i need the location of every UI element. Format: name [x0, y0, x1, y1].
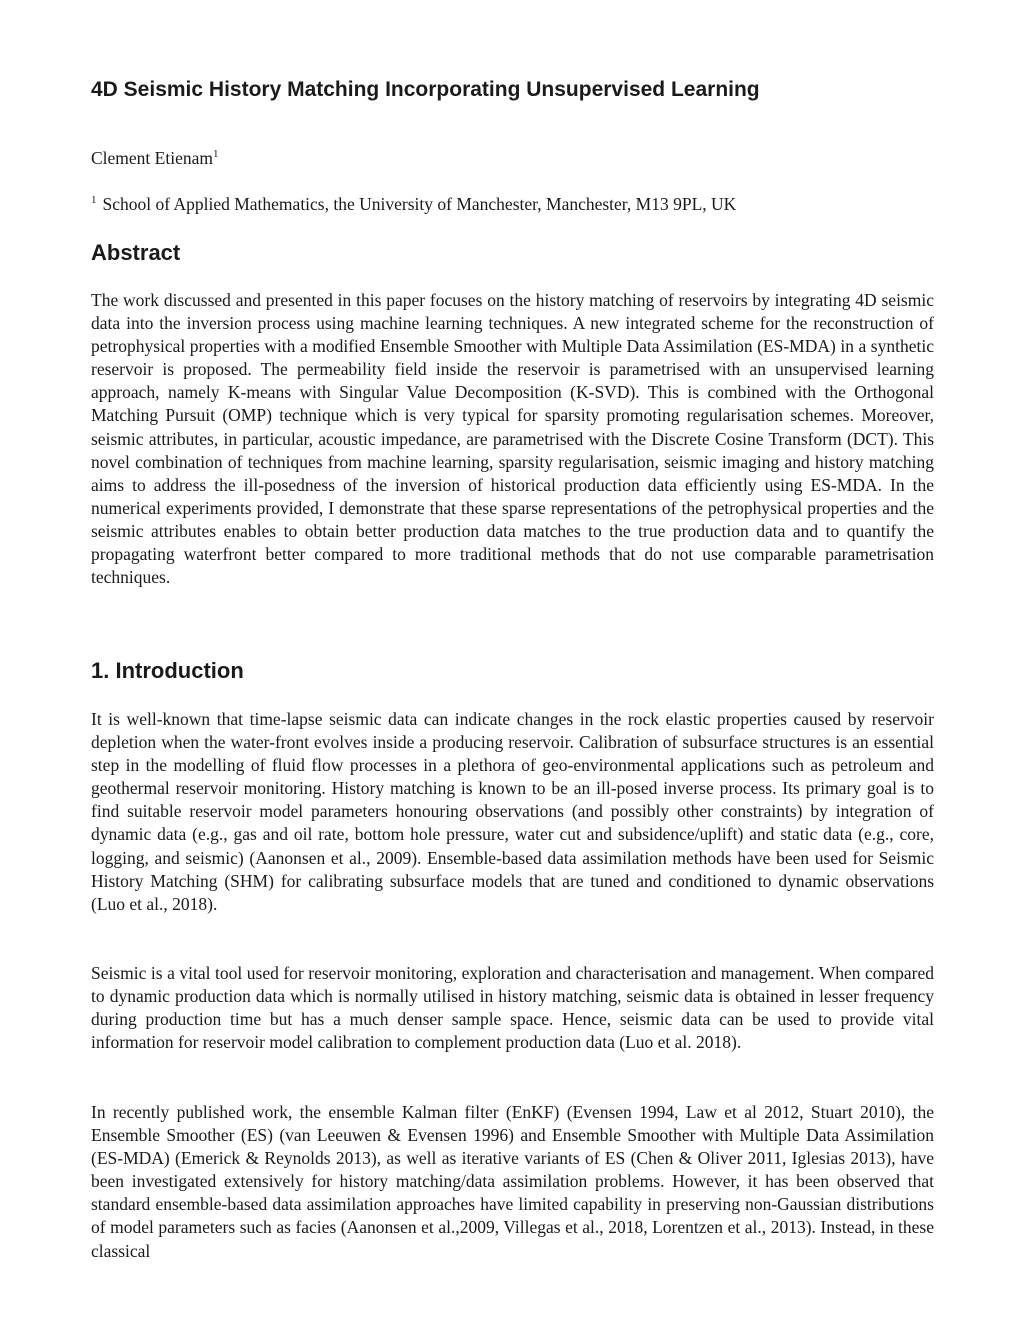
introduction-paragraph: It is well-known that time-lapse seismic data can indicate changes in the rock elastic properties caused by reservoir depletion when the water-front evolves inside a producing reservoir. Calibration of subsurface structures is an essential step in the modelling of fluid flow processes in a plethora of geo-environmental applications such as petroleum and geothermal reservoir monitoring. History matching is known to be an ill-posed inverse process. Its primary goal is to find suitable reservoir model parameters honouring observations (and possibly other constraints) by integration of dynamic data (e.g., gas and oil rate, bottom hole pressure, water cut and subsidence/uplift) and static data (e.g., core, logging, and seismic) (Aanonsen et al., 2009). Ensemble-based data assimilation methods have been used for Seismic History Matching (SHM) for calibrating subsurface models that are tuned and conditioned to dynamic observations (Luo et al., 2018). [91, 709, 934, 914]
abstract-heading: Abstract [91, 240, 181, 265]
affiliation-text: School of Applied Mathematics, the University of Manchester, Manchester, M13 9PL, UK [102, 194, 737, 214]
introduction-paragraph: In recently published work, the ensemble Kalman filter (EnKF) (Evensen 1994, Law et al 2012, Stuart 2010), the Ensemble Smoother (ES) (van Leeuwen & Evensen 1996) and Ensemble Smoother with Multiple Data Assimilation (ES-MDA) (Emerick & Reynolds 2013), as well as iterative variants of ES (Chen & Oliver 2011, Iglesias 2013), have been investigated extensively for history matching/data assimilation problems. However, it has been observed that standard ensemble-based data assimilation approaches have limited capability in preserving non-Gaussian distributions of model parameters such as facies (Aanonsen et al.,2009, Villegas et al., 2018, Lorentzen et al., 2013). Instead, in these classical [91, 1102, 934, 1261]
abstract-paragraph: The work discussed and presented in this paper focuses on the history matching of reservoirs by integrating 4D seismic data into the inversion process using machine learning techniques. A new integrated scheme for the reconstruction of petrophysical properties with a modified Ensemble Smoother with Multiple Data Assimilation (ES-MDA) in a synthetic reservoir is proposed. The permeability field inside the reservoir is parametrised with an unsupervised learning approach, namely K-means with Singular Value Decomposition (K-SVD). This is combined with the Orthogonal Matching Pursuit (OMP) technique which is very typical for sparsity promoting regularisation schemes. Moreover, seismic attributes, in particular, acoustic impedance, are parametrised with the Discrete Cosine Transform (DCT). This novel combination of techniques from machine learning, sparsity regularisation, seismic imaging and history matching aims to address the ill-posedness of the inversion of historical production data efficiently using ES-MDA. In the numerical experiments provided, I demonstrate that these sparse representations of the petrophysical properties and the seismic attributes enables to obtain better production data matches to the true production data and to quantify the propagating waterfront better compared to more traditional methods that do not use comparable parametrisation techniques. [91, 290, 934, 588]
author-name: Clement Etienam [91, 148, 213, 168]
paper-title: 4D Seismic History Matching Incorporating Unsupervised Learning [91, 78, 760, 101]
introduction-heading: 1. Introduction [91, 658, 244, 683]
introduction-paragraph: Seismic is a vital tool used for reservoir monitoring, exploration and characterisation and management. When compared to dynamic production data which is normally utilised in history matching, seismic data is obtained in lesser frequency during production time but has a much denser sample space. Hence, seismic data can be used to provide vital information for reservoir model calibration to complement production data (Luo et al. 2018). [91, 963, 934, 1053]
affiliation-line [91, 193, 736, 215]
author-line [91, 147, 218, 169]
affiliation-marker: 1 [91, 194, 97, 206]
author-affiliation-marker: 1 [212, 148, 219, 160]
